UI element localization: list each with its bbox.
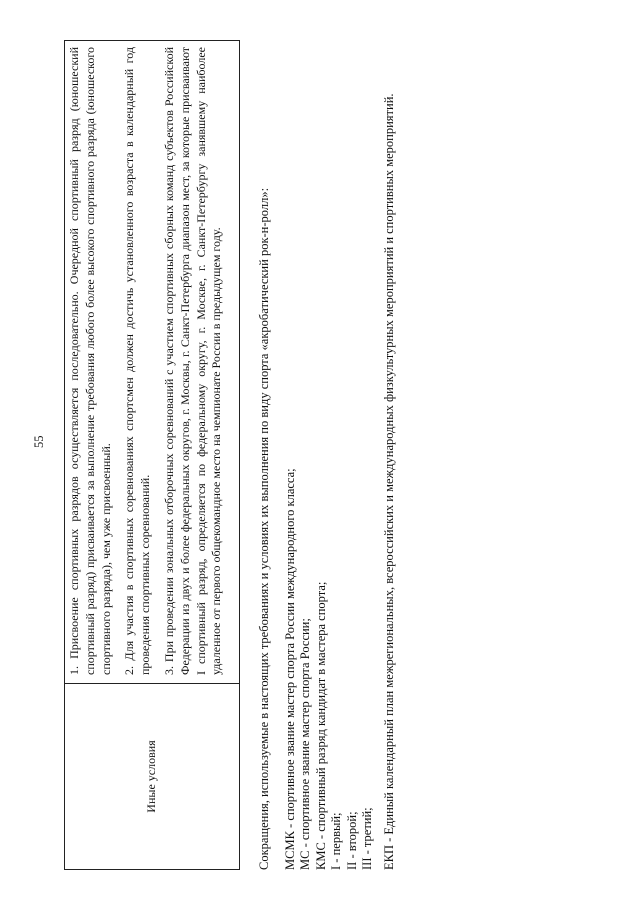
condition-item: 3. При проведении зональных отборочных соревнований с участием спортивных сборных команд субъектов Российской Федерации из двух и более федеральных округов, г. Москвы, г. Санкт-Петербурга диапазон мест, за которые присваивают I спортивный разряд, определяется по федеральному округу, г. Москве, г. Санкт-Петербургу занявшему наиболее удаленное от первого общекомандное место на чемпионате России в предыдущем году.	[161, 47, 224, 675]
rotated-content	[64, 40, 444, 870]
conditions-table	[64, 40, 240, 870]
abbreviation-item: ЕКП - Единый календарный план межрегиональных, всероссийских и международных физкультурных мероприятий и спортивных мероприятий.	[381, 93, 396, 870]
abbreviations-intro: Сокращения, используемые в настоящих требованиях и условиях их выполнения по виду спорта «акробатический рок-н-ролл»:	[257, 187, 271, 870]
conditions-cell	[65, 41, 240, 684]
condition-item: 2. Для участия в спортивных соревнованиях спортсмен должен достичь установленного возраста в календарный год проведения спортивных соревнований.	[122, 47, 153, 675]
table-row	[65, 41, 240, 870]
condition-item: 1. Присвоение спортивных разрядов осуществляется последовательно. Очередной спортивный разряд (юношеский спортивный разряд) присваивается за выполнение требования любого более высокого спортивного разряда (юношеского спортивного разряда), чем уже присвоенный.	[67, 47, 113, 675]
abbreviation-item: III - третий;	[360, 807, 374, 870]
abbreviations-section	[257, 40, 397, 870]
abbreviations-list	[283, 40, 398, 870]
abbreviation-item: КМС - спортивный разряд кандидат в мастера спорта;	[313, 581, 328, 870]
row-label: Иные условия	[144, 740, 159, 813]
abbreviation-item: МС - спортивное звание мастер спорта России;	[298, 618, 312, 870]
page-number: 55	[32, 435, 46, 448]
abbreviation-item: МСМК - спортивное звание мастер спорта России международного класса;	[282, 468, 297, 870]
abbreviation-item: II - второй;	[344, 811, 359, 870]
row-label-cell	[65, 684, 240, 870]
abbreviation-item: I - первый;	[329, 812, 343, 870]
